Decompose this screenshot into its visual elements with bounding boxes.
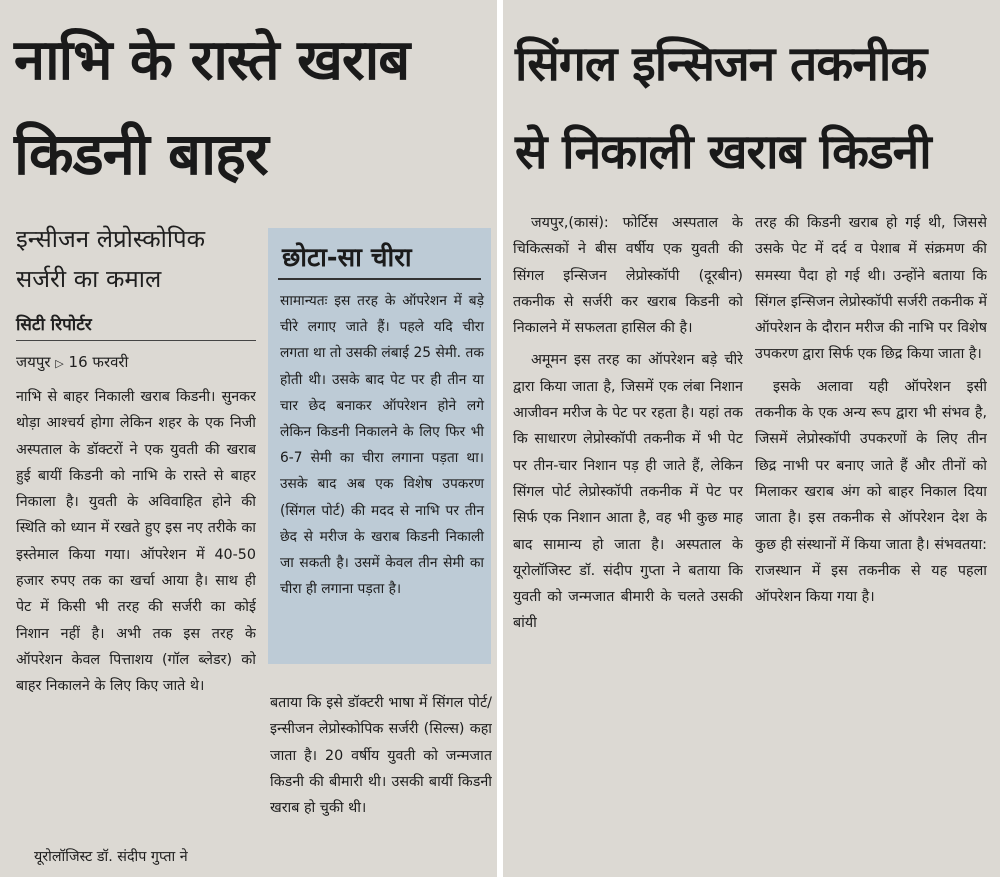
sidebar-box [268,228,491,664]
right-headline-line1: सिंगल इन्सिजन तकनीक [515,36,927,92]
left-col2-paragraph: बताया कि इसे डॉक्टरी भाषा में सिंगल पोर्ट/इन्सीजन लेप्रोस्कोपिक सर्जरी (सिल्स) कहा जाता है। 20 वर्षीय युवती को जन्मजात किडनी की बीमारी थी। उसकी बायीं किडनी खराब हो चुकी थी। [270,695,492,817]
sidebar-box-rule [278,278,481,280]
left-col1-tail: यूरोलॉजिस्ट डॉ. संदीप गुप्ता ने [34,849,188,865]
right-col1-paragraph1: जयपुर,(कासं): फोर्टिस अस्पताल के चिकित्सकों ने बीस वर्षीय एक युवती की सिंगल इन्सिजन लेप्रोस्कॉपी (दूरबीन) तकनीक से सर्जरी कर खराब किडनी को निकालने में सफलता हासिल की है। [513,215,743,337]
left-headline-line1: नाभि के रास्ते खराब [14,28,410,93]
left-news-clipping [0,0,497,877]
left-article-column1 [16,384,256,854]
left-article-column1-tail [16,844,256,872]
dateline-city: जयपुर [16,353,51,371]
left-headline-line2: किडनी बाहर [14,120,268,188]
left-subhead-line1: इन्सीजन लेप्रोस्कोपिक [16,225,206,253]
right-col1-paragraph2: अमूमन इस तरह का ऑपरेशन बड़े चीरे द्वारा किया जाता है, जिसमें एक लंबा निशान आजीवन मरीज के पेट पर रहता है। यहां तक कि साधारण लेप्रोस्कॉपी तकनीक में भी पेट पर तीन-चार निशान पड़ ही जाते हैं, लेकिन सिंगल पोर्ट लेप्रोस्कॉपी तकनीक में पेट पर सिर्फ एक निशान आता है, वह भी कुछ माह बाद सामान्य हो जाता है। अस्पताल के यूरोलॉजिस्ट डॉ. संदीप गुप्ता ने बताया कि युवती को जन्मजात बीमारी के चलते उसकी बांयी [513,352,743,632]
left-subhead-line2: सर्जरी का कमाल [16,265,162,293]
right-headline-line2: से निकाली खराब किडनी [515,124,931,180]
dateline-date: 16 फरवरी [68,353,129,371]
left-article-column2 [270,690,492,870]
dateline-arrow-icon: ▷ [55,357,64,370]
left-col1-paragraph: नाभि से बाहर निकाली खराब किडनी। सुनकर थोड़ा आश्चर्य होगा लेकिन शहर के एक निजी अस्पताल के डॉक्टरों ने एक युवती की खराब हुई बायीं किडनी को नाभि के रास्ते से बाहर निकाला है। युवती के अविवाहित होने की स्थिति को ध्यान में रखते हुए इस नए तरीके का इस्तेमाल किया गया। ऑपरेशन में 40-50 हजार रुपए तक का खर्चा आया है। साथ ही पेट में किसी भी तरह की सर्जरी का कोई निशान नहीं है। अभी तक इस तरह के ऑपरेशन केवल पित्ताशय (गॉल ब्लेडर) को बाहर निकालने के लिए किए जाते थे। [16,389,256,695]
sidebar-box-title: छोटा-सा चीरा [282,243,412,273]
right-article-column2 [755,210,987,870]
left-dateline [16,352,128,372]
right-col2-paragraph1: तरह की किडनी खराब हो गई थी, जिससे उसके पेट में दर्द व पेशाब में संक्रमण की समस्या पैदा हो गई थी। उन्होंने बताया कि सिंगल इन्सिजन लेप्रोस्कॉपी सर्जरी तकनीक में ऑपरेशन के दौरान मरीज की नाभि पर विशेष उपकरण द्वारा सिर्फ एक छिद्र किया जाता है। [755,215,987,363]
byline-rule [16,340,256,341]
sidebar-box-text: सामान्यतः इस तरह के ऑपरेशन में बड़े चीरे लगाए जाते हैं। पहले यदि चीरा लगता था तो उसकी लंबाई 25 सेमी. तक होती थी। उसके बाद पेट पर ही तीन या चार छेद बनाकर ऑपरेशन होने लगे लेकिन किडनी निकालने के लिए फिर भी 6-7 सेमी का चीरा लगाना पड़ता था। उसके बाद अब एक विशेष उपकरण (सिंगल पोर्ट) की मदद से नाभि पर तीन छेद से मरीज के खराब किडनी निकाली जा सकती है। उसमें केवल तीन सेमी का चीरा ही लगाना पड़ता है। [280,293,484,598]
right-article-column1 [513,210,743,870]
right-col2-paragraph2: इसके अलावा यही ऑपरेशन इसी तकनीक के एक अन्य रूप द्वारा भी संभव है, जिसमें लेप्रोस्कॉपी उपकरणों के लिए तीन छिद्र नाभी पर बनाए जाते हैं और तीनों को मिलाकर खराब अंग को बाहर निकाल दिया जाता है। इस तकनीक से ऑपरेशन देश के कुछ ही संस्थानों में किया जाता है। संभवतया: राजस्थान में इस तकनीक से यह पहला ऑपरेशन किया गया है। [755,378,987,606]
right-news-clipping [503,0,1000,877]
left-byline: सिटी रिपोर्टर [16,315,92,335]
